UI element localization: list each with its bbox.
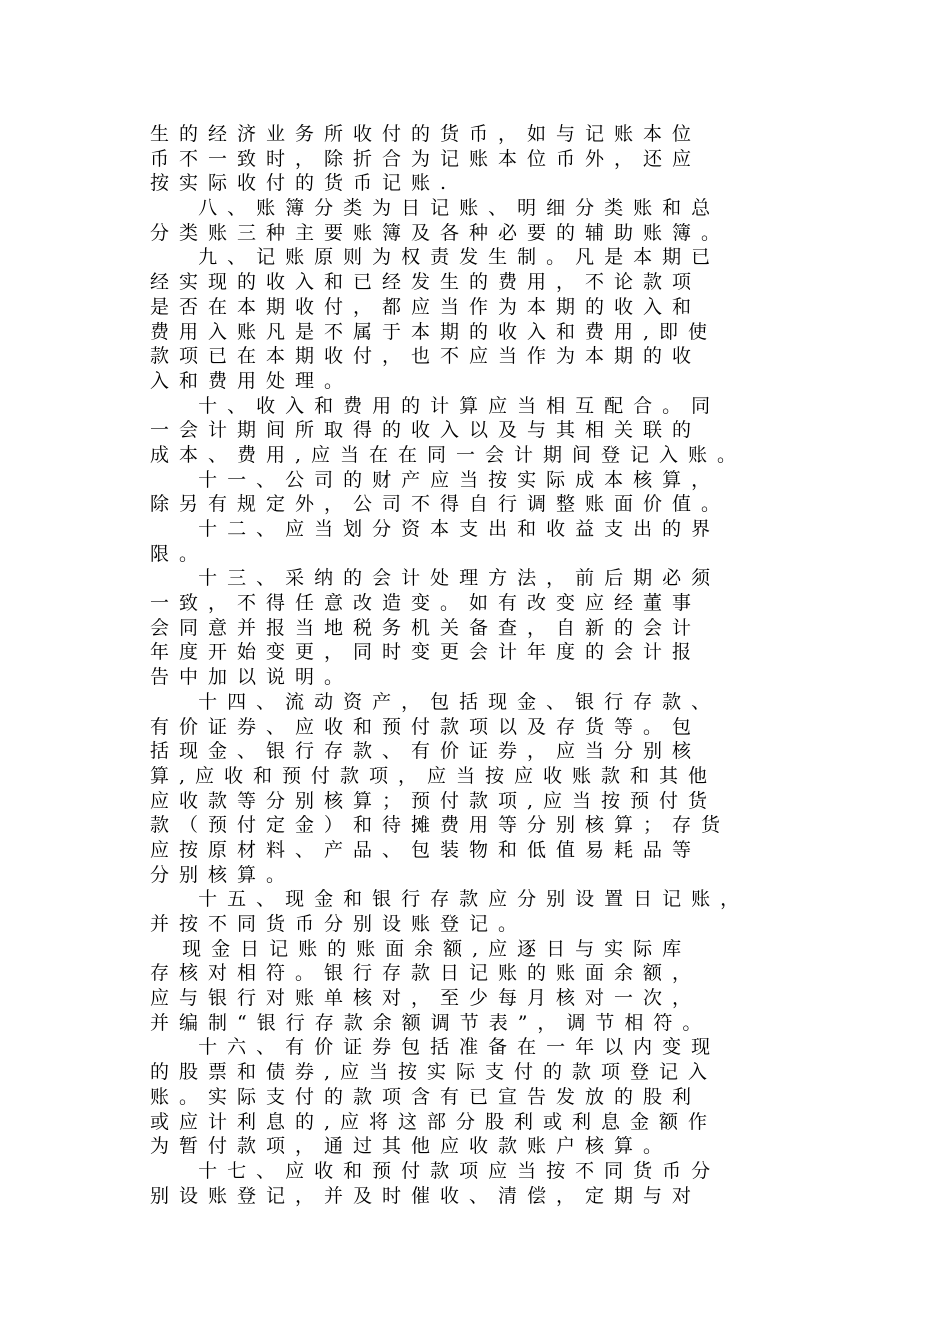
text-line: 十七、应收和预付款项应当按不同货币分 (150, 1159, 721, 1182)
text-line: 入和费用处理。 (150, 369, 354, 392)
text-line: 是否在本期收付，都应当作为本期的收入和 (150, 295, 702, 318)
text-line: 算,应收和预付款项，应当按应收账款和其他 (150, 764, 718, 787)
text-line: 款项已在本期收付，也不应当作为本期的收 (150, 345, 702, 368)
text-line: 括现金、银行存款、有价证券，应当分别核 (150, 740, 702, 763)
text-line: 有价证券、应收和预付款项以及存货等。包 (150, 715, 702, 738)
text-line: 十四、流动资产，包括现金、银行存款、 (150, 690, 721, 713)
text-line: 十、收入和费用的计算应当相互配合。同 (150, 394, 721, 417)
text-line: 十三、采纳的会计处理方法，前后期必须 (150, 567, 721, 590)
text-line: 年度开始变更，同时变更会计年度的会计报 (150, 641, 702, 664)
text-line: 十六、有价证券包括准备在一年以内变现 (150, 1036, 721, 1059)
text-line: 币不一致时，除折合为记账本位币外，还应 (150, 147, 702, 170)
text-line: 款（预付定金）和待摊费用等分别核算；存货 (150, 814, 731, 837)
text-line: 成本、费用,应当在在同一会计期间登记入账。 (150, 443, 747, 466)
text-line: 账。实际支付的款项含有已宣告发放的股利 (150, 1085, 702, 1108)
text-line: 十二、应当划分资本支出和收益支出的界 (150, 518, 721, 540)
text-line: 应与银行对账单核对，至少每月核对一次， (150, 987, 702, 1010)
text-line: 或应计利息的,应将这部分股利或利息金额作 (150, 1110, 718, 1133)
text-line: 一会计期间所取得的收入以及与其相关联的 (150, 419, 702, 442)
text-line: 的股票和债券,应当按实际支付的款项登记入 (150, 1061, 718, 1084)
text-line: 并按不同货币分别设账登记。 (150, 913, 528, 935)
text-line: 告中加以说明。 (150, 666, 354, 689)
text-line: 限。 (150, 542, 209, 565)
text-line: 九、记账原则为权责发生制。凡是本期已 (150, 246, 721, 269)
text-line: 十一、公司的财产应当按实际成本核算， (150, 468, 721, 491)
text-line: 除另有规定外，公司不得自行调整账面价值。 (150, 493, 731, 516)
text-line: 按实际收付的货币记账. (150, 172, 457, 195)
text-line: 费用入账凡是不属于本期的收入和费用,即使 (150, 320, 718, 343)
text-line: 八、账簿分类为日记账、明细分类账和总 (150, 197, 721, 220)
text-line: 存核对相符。银行存款日记账的账面余额， (150, 962, 702, 985)
text-line: 应按原材料、产品、包装物和低值易耗品等 (150, 838, 702, 861)
document-body (150, 122, 810, 1208)
text-line: 经实现的收入和已经发生的费用，不论款项 (150, 271, 702, 294)
text-line: 会同意并报当地税务机关备查，自新的会计 (150, 616, 702, 639)
text-line: 一致，不得任意改造变。如有改变应经董事 (150, 592, 702, 615)
text-line: 为暂付款项，通过其他应收款账户核算。 (150, 1135, 673, 1158)
text-line: 生的经济业务所收付的货币，如与记账本位 (150, 123, 702, 145)
text-line: 别设账登记，并及时催收、清偿，定期与对 (150, 1184, 702, 1207)
text-line: 应收款等分别核算；预付款项,应当按预付货 (150, 789, 718, 812)
text-line: 分类账三种主要账簿及各种必要的辅助账簿。 (150, 221, 731, 244)
text-line: 分别核算。 (150, 863, 296, 886)
text-line: 现金日记账的账面余额,应逐日与实际库 (150, 937, 692, 960)
text-line: 并编制“银行存款余额调节表”，调节相符。 (150, 1011, 712, 1034)
text-line: 十五、现金和银行存款应分别设置日记账， (150, 888, 750, 911)
